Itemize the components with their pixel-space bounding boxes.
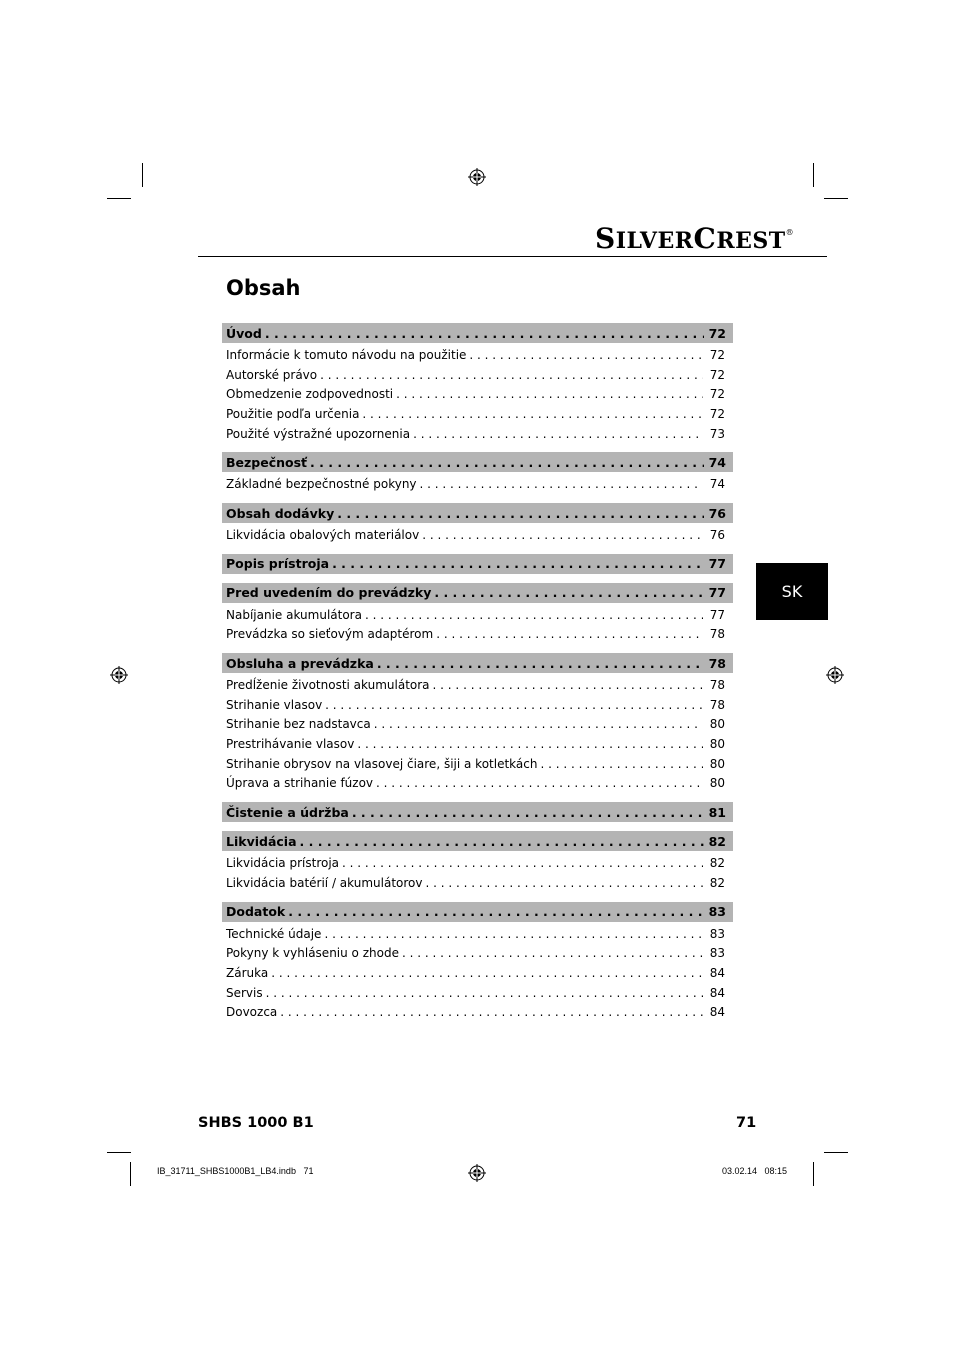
toc-leader [300,834,704,849]
toc-section-page: 76 [708,505,726,521]
toc-entry-title: Prevádzka so sieťovým adaptérom [226,627,434,642]
toc-leader [310,455,704,470]
toc-entry-title: Dovozca [226,1005,278,1020]
toc-entry [222,695,733,715]
toc-entry-title: Použité výstražné upozornenia [226,426,411,441]
toc-entry-title: Likvidácia obalových materiálov [226,527,420,542]
toc-leader [396,387,703,401]
toc-entry [222,424,733,444]
toc-leader [324,927,703,941]
toc-leader [362,407,703,421]
toc-section-title: Dodatok [226,904,286,920]
toc-entry [222,983,733,1003]
toc-leader [434,585,704,600]
toc-entry-page: 83 [709,926,725,941]
toc-section-title: Popis prístroja [226,556,330,572]
toc-section-title: Obsah dodávky [226,505,335,521]
toc-section-page: 77 [708,585,726,601]
toc-entry-title: Strihanie vlasov [226,697,323,712]
toc-entry [222,774,733,794]
toc-leader [422,528,703,542]
toc-entry-title: Likvidácia prístroja [226,856,340,871]
toc-section-title: Čistenie a údržba [226,804,349,820]
toc-leader [377,656,704,671]
toc-entry-page: 80 [709,717,725,732]
toc-entry-title: Záruka [226,965,269,980]
toc-entry-page: 76 [709,527,725,542]
toc-leader [540,757,703,771]
toc-section [222,452,733,472]
toc-leader [337,506,704,521]
page-title: Obsah [226,276,301,300]
toc-entry-title: Základné bezpečnostné pokyny [226,477,417,492]
toc-entry-title: Prestrihávanie vlasov [226,737,355,752]
toc-section-page: 83 [708,904,726,920]
toc-leader [420,477,703,491]
toc-entry-title: Technické údaje [226,926,322,941]
toc-entry [222,943,733,963]
toc-entry-page: 84 [709,985,725,1000]
toc-entry-page: 72 [709,387,725,402]
toc-entry-title: Pokyny k vyhláseniu o zhode [226,946,399,961]
brand-logo: SILVERCREST® [595,222,795,255]
toc-entry-page: 74 [709,477,725,492]
toc-entry-page: 82 [709,856,725,871]
toc-entry-title: Obmedzenie zodpovednosti [226,387,394,402]
toc-leader [436,627,703,641]
toc-leader [332,556,704,571]
language-tab: SK [756,563,828,620]
footer-page-number: 71 [736,1115,757,1131]
toc-entry-page: 78 [709,627,725,642]
toc-entry-title: Strihanie bez nadstavca [226,717,371,732]
toc-entry [222,675,733,695]
toc-leader [426,876,704,890]
toc-section-title: Obsluha a prevádzka [226,655,374,671]
toc-entry-page: 78 [709,697,725,712]
toc-entry [222,873,733,893]
toc-entry-title: Nabíjanie akumulátora [226,607,362,622]
crop-mark [824,1152,848,1153]
toc-leader [365,608,703,622]
toc-entry [222,605,733,625]
toc-section [222,503,733,523]
toc-leader [402,946,703,960]
print-slug-date: 03.02.14 08:15 [722,1166,788,1176]
crop-mark [107,1152,131,1153]
toc-entry [222,963,733,983]
crop-mark [107,198,131,199]
toc-entry-page: 80 [709,737,725,752]
toc-entry-page: 72 [709,406,725,421]
toc-entry-page: 84 [709,1005,725,1020]
registration-mark-icon [468,1164,486,1182]
toc-entry-page: 84 [709,965,725,980]
toc-entry [222,525,733,545]
toc-entry-title: Strihanie obrysov na vlasovej čiare, šiji a kotletkách [226,756,538,771]
crop-mark [813,163,814,187]
toc-entry-page: 83 [709,946,725,961]
toc-entry [222,365,733,385]
toc-leader [266,986,703,1000]
toc-entry-title: Použitie podľa určenia [226,406,360,421]
toc-section-page: 72 [708,325,726,341]
print-slug-file: IB_31711_SHBS1000B1_LB4.indb 71 [157,1166,314,1176]
toc-entry-title: Úprava a strihanie fúzov [226,776,374,791]
toc-entry-page: 72 [709,367,725,382]
toc-section [222,802,733,822]
toc-leader [374,717,703,731]
footer-model: SHBS 1000 B1 [198,1115,314,1131]
toc-entry [222,404,733,424]
toc-entry [222,754,733,774]
toc-section [222,902,733,922]
toc-entry [222,853,733,873]
toc-section-title: Pred uvedením do prevádzky [226,585,432,601]
toc-leader [342,856,703,870]
crop-mark [130,1162,131,1186]
toc-entry [222,384,733,404]
toc-section-title: Likvidácia [226,833,297,849]
toc-entry-title: Predĺženie životnosti akumulátora [226,678,430,693]
toc-section-page: 77 [708,556,726,572]
toc-entry-page: 78 [709,678,725,693]
toc-entry-page: 77 [709,607,725,622]
toc-entry-page: 73 [709,426,725,441]
registration-mark-icon [468,168,486,186]
toc-leader [288,904,704,919]
toc-section-page: 82 [708,833,726,849]
header-rule [198,256,827,257]
toc-entry [222,474,733,494]
toc-entry-page: 80 [709,756,725,771]
toc-entry-title: Informácie k tomuto návodu na použitie [226,347,467,362]
toc-entry [222,715,733,735]
toc-section-title: Bezpečnosť [226,454,308,470]
toc-leader [325,698,703,712]
toc-section-title: Úvod [226,325,262,341]
crop-mark [813,1162,814,1186]
toc-entry-page: 82 [709,875,725,890]
toc-leader [413,427,703,441]
toc-section-page: 81 [708,804,726,820]
toc-entry [222,625,733,645]
toc-entry [222,1002,733,1022]
toc-entry [222,924,733,944]
crop-mark [142,163,143,187]
toc-leader [320,368,703,382]
toc-section-page: 74 [708,454,726,470]
registration-mark-icon [110,666,128,684]
toc-leader [280,1005,703,1019]
toc-leader [352,805,704,820]
toc-leader [469,348,703,362]
toc-leader [265,326,704,341]
toc-entry-title: Likvidácia batérií / akumulátorov [226,875,423,890]
toc-section [222,554,733,574]
toc-section-page: 78 [708,655,726,671]
toc-section [222,831,733,851]
registration-mark-icon [826,666,844,684]
crop-mark [824,198,848,199]
toc-entry [222,345,733,365]
toc-entry [222,734,733,754]
toc-entry-title: Autorské právo [226,367,318,382]
table-of-contents [222,323,733,1022]
toc-section [222,323,733,343]
toc-leader [433,678,703,692]
toc-leader [376,776,703,790]
toc-section [222,653,733,673]
toc-entry-page: 80 [709,776,725,791]
toc-entry-title: Servis [226,985,263,1000]
toc-leader [357,737,703,751]
toc-leader [271,966,703,980]
toc-section [222,583,733,603]
toc-entry-page: 72 [709,347,725,362]
